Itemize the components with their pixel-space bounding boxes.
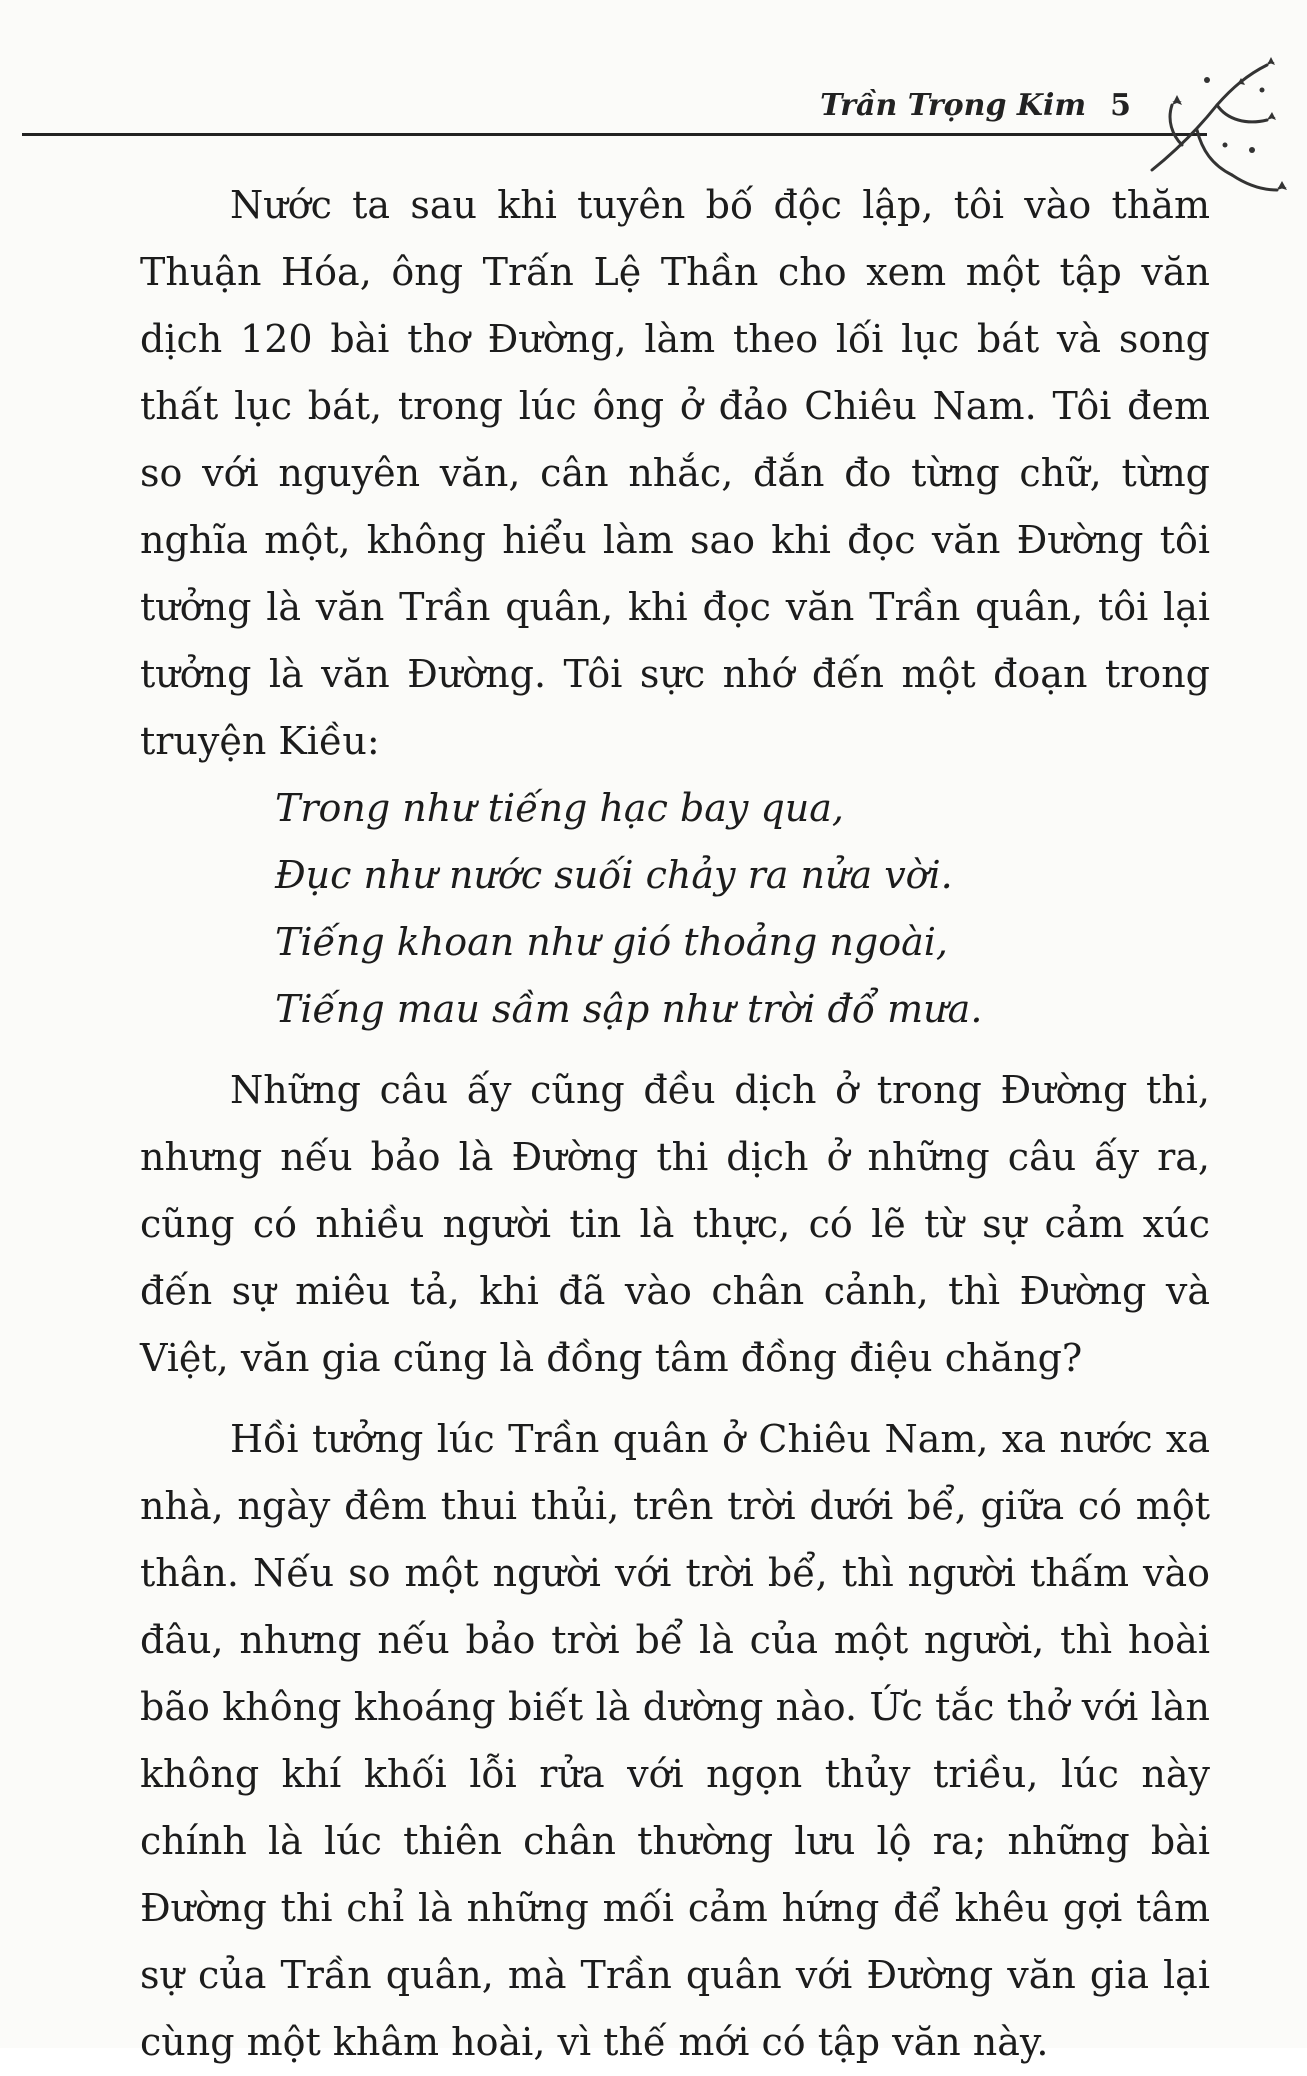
body-text: [140, 172, 1210, 2076]
verse-line-4: Tiếng mau sầm sập như trời đổ mưa.: [275, 987, 983, 1031]
verse-block: [275, 775, 1210, 1043]
paragraph-3: Hồi tưởng lúc Trần quân ở Chiêu Nam, xa nước xa nhà, ngày đêm thui thủi, trên trời dưới bể, giữa có một thân. Nếu so một người với trời bể, thì người thấm vào đâu, nhưng nếu bảo trời bể là của một người, thì hoài bão không khoáng biết là dường nào. Ức tắc thở với làn không khí khối lỗi rửa với ngọn thủy triều, lúc này chính là lúc thiên chân thường lưu lộ ra; những bài Đường thi chỉ là những mối cảm hứng để khêu gợi tâm sự của Trần quân, mà Trần quân với Đường văn gia lại cùng một khâm hoài, vì thế mới có tập văn này.: [140, 1417, 1210, 2064]
page-number: 5: [1110, 88, 1131, 123]
verse-line-3: Tiếng khoan như gió thoảng ngoài,: [275, 920, 948, 964]
header-rule: [22, 133, 1207, 136]
paragraph-2: Những câu ấy cũng đều dịch ở trong Đường thi, nhưng nếu bảo là Đường thi dịch ở những câu ấy ra, cũng có nhiều người tin là thực, có lẽ từ sự cảm xúc đến sự miêu tả, khi đã vào chân cảnh, thì Đường và Việt, văn gia cũng là đồng tâm đồng điệu chăng?: [140, 1068, 1210, 1380]
paragraph-1: Nước ta sau khi tuyên bố độc lập, tôi vào thăm Thuận Hóa, ông Trấn Lệ Thần cho xem một tập văn dịch 120 bài thơ Đường, làm theo lối lục bát và song thất lục bát, trong lúc ông ở đảo Chiêu Nam. Tôi đem so với nguyên văn, cân nhắc, đắn đo từng chữ, từng nghĩa một, không hiểu làm sao khi đọc văn Đường tôi tưởng là văn Trần quân, khi đọc văn Trần quân, tôi lại tưởng là văn Đường. Tôi sực nhớ đến một đoạn trong truyện Kiều:: [140, 183, 1210, 763]
verse-line-2: Đục như nước suối chảy ra nửa vời.: [275, 853, 953, 897]
running-title: Trần Trọng Kim: [820, 88, 1087, 123]
running-header: [820, 88, 1131, 123]
verse-line-1: Trong như tiếng hạc bay qua,: [275, 786, 844, 830]
